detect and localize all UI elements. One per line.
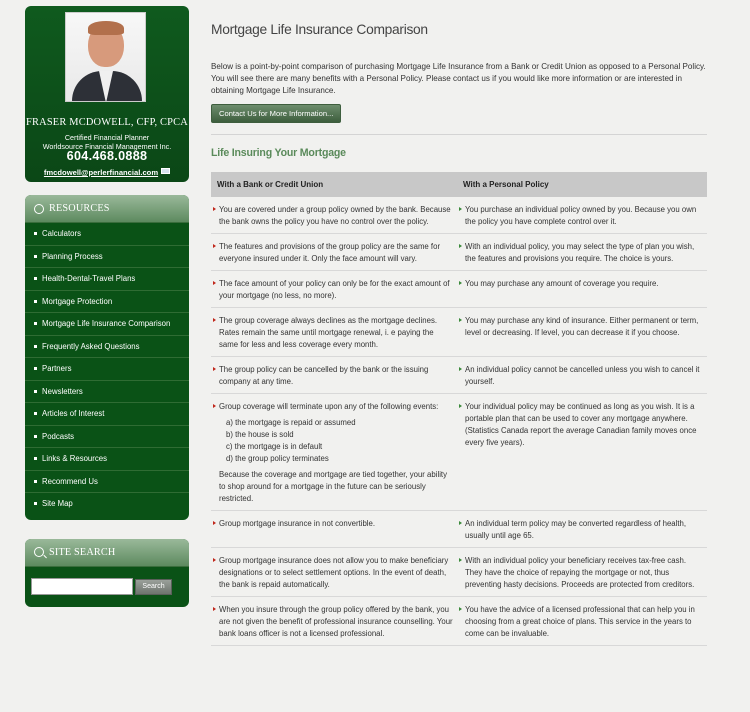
- bullet-icon: [34, 502, 37, 505]
- bank-cell: The face amount of your policy can only be for the exact amount of your mortgage (no less, no more).: [211, 271, 457, 308]
- sidebar-item-calculators[interactable]: [25, 223, 189, 246]
- sidebar-item-label[interactable]: Calculators: [42, 229, 81, 238]
- page-title: Mortgage Life Insurance Comparison: [211, 22, 428, 37]
- personal-cell: You may purchase any kind of insurance. Either permanent or term, level or decreasing. If level, you can decrease it if you choose.: [457, 308, 707, 357]
- header-bank: With a Bank or Credit Union: [211, 172, 457, 197]
- sidebar-item-label[interactable]: Mortgage Protection: [42, 296, 113, 306]
- table-row: [211, 197, 707, 234]
- table-row: [211, 511, 707, 548]
- sidebar-item-label[interactable]: Links & Resources: [42, 454, 108, 463]
- sidebar-item-label[interactable]: Partners: [42, 364, 72, 373]
- bank-cell: The group coverage always declines as the mortgage declines. Rates remain the same until mortgage renewal, i. e paying the same for less and less coverage every month.: [211, 308, 457, 357]
- table-row: [211, 234, 707, 271]
- profile-name: FRASER MCDOWELL, CFP, CPCA: [26, 117, 188, 128]
- globe-icon: [34, 204, 44, 214]
- resources-heading: [25, 195, 189, 223]
- bank-cell: Group mortgage insurance in not convertible.: [211, 511, 457, 548]
- profile-phone: 604.468.0888: [66, 149, 148, 163]
- bank-cell: You are covered under a group policy owned by the bank. Because the bank owns the policy you have no control over the policy.: [211, 197, 457, 234]
- sidebar-item-faq[interactable]: [25, 336, 189, 359]
- section-title: Life Insuring Your Mortgage: [211, 147, 346, 159]
- main-content: [211, 22, 707, 646]
- bank-cell: Group mortgage insurance does not allow you to make beneficiary designations or to select settlement options. In the event of death, the bank is repaid automatically.: [211, 548, 457, 597]
- bank-cell: The group policy can be cancelled by the bank or the issuing company at any time.: [211, 357, 457, 394]
- sidebar-item-partners[interactable]: [25, 358, 189, 381]
- profile-photo: [65, 12, 146, 102]
- sidebar-item-articles[interactable]: [25, 403, 189, 426]
- resources-menu: [25, 223, 189, 520]
- bank-cell: The features and provisions of the group policy are the same for everyone insured under it. Only the face amount will vary.: [211, 234, 457, 271]
- personal-cell: You may purchase any amount of coverage you require.: [457, 271, 707, 308]
- bullet-icon: [34, 232, 37, 235]
- sidebar-item-label[interactable]: Site Map: [42, 499, 73, 508]
- bullet-icon: [34, 345, 37, 348]
- bullet-icon: [34, 457, 37, 460]
- search-button[interactable]: Search: [135, 579, 172, 595]
- sidebar-item-mortgage-comparison[interactable]: [25, 313, 189, 336]
- list-item: d) the group policy terminates: [226, 454, 329, 463]
- sidebar-item-label[interactable]: Newsletters: [42, 386, 83, 396]
- personal-cell: You purchase an individual policy owned by you. Because you own the policy you have complete control over it.: [457, 197, 707, 234]
- comparison-table: [211, 172, 707, 646]
- sidebar-item-health-plans[interactable]: [25, 268, 189, 291]
- resources-heading-label: RESOURCES: [49, 203, 110, 214]
- personal-cell: With an individual policy your beneficiary receives tax-free cash. They have the choice of repaying the mortgage or not, thus preventing hasty decisions. Proceeds are protected from creditors.: [457, 548, 707, 597]
- contact-button[interactable]: Contact Us for More Information...: [211, 104, 341, 123]
- divider: [211, 134, 707, 135]
- table-row: [211, 357, 707, 394]
- intro-text: Below is a point-by-point comparison of purchasing Mortgage Life Insurance from a Bank or Credit Union as opposed to a Personal Policy. You will see there are many benefits with a Personal Policy. Please contact us if you would like more information or are interested in obtaining Mortgage Life Insurance.: [211, 62, 706, 95]
- table-row: [211, 597, 707, 646]
- envelope-icon: [161, 168, 170, 174]
- bullet-icon: [34, 255, 37, 258]
- bank-cell: [211, 394, 457, 511]
- table-header-row: [211, 172, 707, 197]
- personal-cell: Your individual policy may be continued as long as you wish. It is a portable plan that can be used to cover any mortgage anywhere. (Statistics Canada report the average Canadian family moves once every five years).: [457, 394, 707, 511]
- list-item: a) the mortgage is repaid or assumed: [226, 418, 356, 427]
- sidebar-item-label[interactable]: Frequently Asked Questions: [42, 341, 140, 351]
- search-input[interactable]: [31, 578, 133, 595]
- search-row: [25, 567, 189, 607]
- sidebar-item-podcasts[interactable]: [25, 426, 189, 449]
- table-row: [211, 548, 707, 597]
- table-row: [211, 271, 707, 308]
- list-item: c) the mortgage is in default: [226, 442, 323, 451]
- personal-cell: An individual policy cannot be cancelled unless you wish to cancel it yourself.: [457, 357, 707, 394]
- search-icon: [34, 547, 44, 557]
- table-row: [211, 394, 707, 511]
- sidebar-item-sitemap[interactable]: [25, 493, 189, 516]
- header-personal: With a Personal Policy: [457, 172, 707, 197]
- bullet-icon: [34, 277, 37, 280]
- sidebar-item-label[interactable]: Planning Process: [42, 251, 103, 261]
- sidebar-item-recommend[interactable]: [25, 471, 189, 494]
- sidebar-item-label[interactable]: Health-Dental-Travel Plans: [42, 274, 136, 283]
- sidebar-item-newsletters[interactable]: [25, 381, 189, 404]
- resources-panel: [25, 195, 189, 520]
- bank-cell-intro: Group coverage will terminate upon any of the following events:: [219, 402, 439, 411]
- sidebar-item-links[interactable]: [25, 448, 189, 471]
- bullet-icon: [34, 435, 37, 438]
- personal-cell: With an individual policy, you may select the type of plan you wish, the features and provisions you require. The choice is yours.: [457, 234, 707, 271]
- personal-cell: You have the advice of a licensed professional that can help you in choosing from a great choice of plans. This service in the years to come can be invaluable.: [457, 597, 707, 646]
- table-row: [211, 308, 707, 357]
- bullet-icon: [34, 412, 37, 415]
- profile-company: Worldsource Financial Management Inc.: [42, 142, 172, 151]
- profile-card: [25, 6, 189, 182]
- sidebar-item-label[interactable]: Articles of Interest: [42, 409, 105, 418]
- sidebar-item-mortgage-protection[interactable]: [25, 291, 189, 314]
- list-item: b) the house is sold: [226, 430, 294, 439]
- bullet-icon: [34, 390, 37, 393]
- profile-email[interactable]: fmcdowell@perlerfinancial.com: [43, 168, 159, 177]
- sidebar: [25, 6, 189, 607]
- sidebar-item-label[interactable]: Recommend Us: [42, 476, 98, 486]
- bullet-icon: [34, 322, 37, 325]
- bullet-icon: [34, 367, 37, 370]
- personal-cell: An individual term policy may be converted regardless of health, usually until age 65.: [457, 511, 707, 548]
- site-search-heading-label: SITE SEARCH: [49, 546, 116, 558]
- sidebar-item-label[interactable]: Mortgage Life Insurance Comparison: [42, 319, 171, 328]
- site-search-heading: [25, 539, 189, 567]
- sidebar-item-planning-process[interactable]: [25, 246, 189, 269]
- bank-cell-list: [219, 417, 453, 465]
- sidebar-item-label[interactable]: Podcasts: [42, 431, 75, 441]
- bank-cell: When you insure through the group policy offered by the bank, you are not given the benefit of professional insurance counselling. Your bank loans officer is not a licensed professional.: [211, 597, 457, 646]
- bullet-icon: [34, 300, 37, 303]
- bullet-icon: [34, 480, 37, 483]
- bank-cell-after: Because the coverage and mortgage are tied together, your ability to shop around for a mortgage in the future can be seriously restricted.: [219, 470, 447, 503]
- profile-email-link[interactable]: [25, 168, 189, 177]
- site-search-panel: [25, 539, 189, 607]
- profile-title: Certified Financial Planner: [64, 133, 150, 142]
